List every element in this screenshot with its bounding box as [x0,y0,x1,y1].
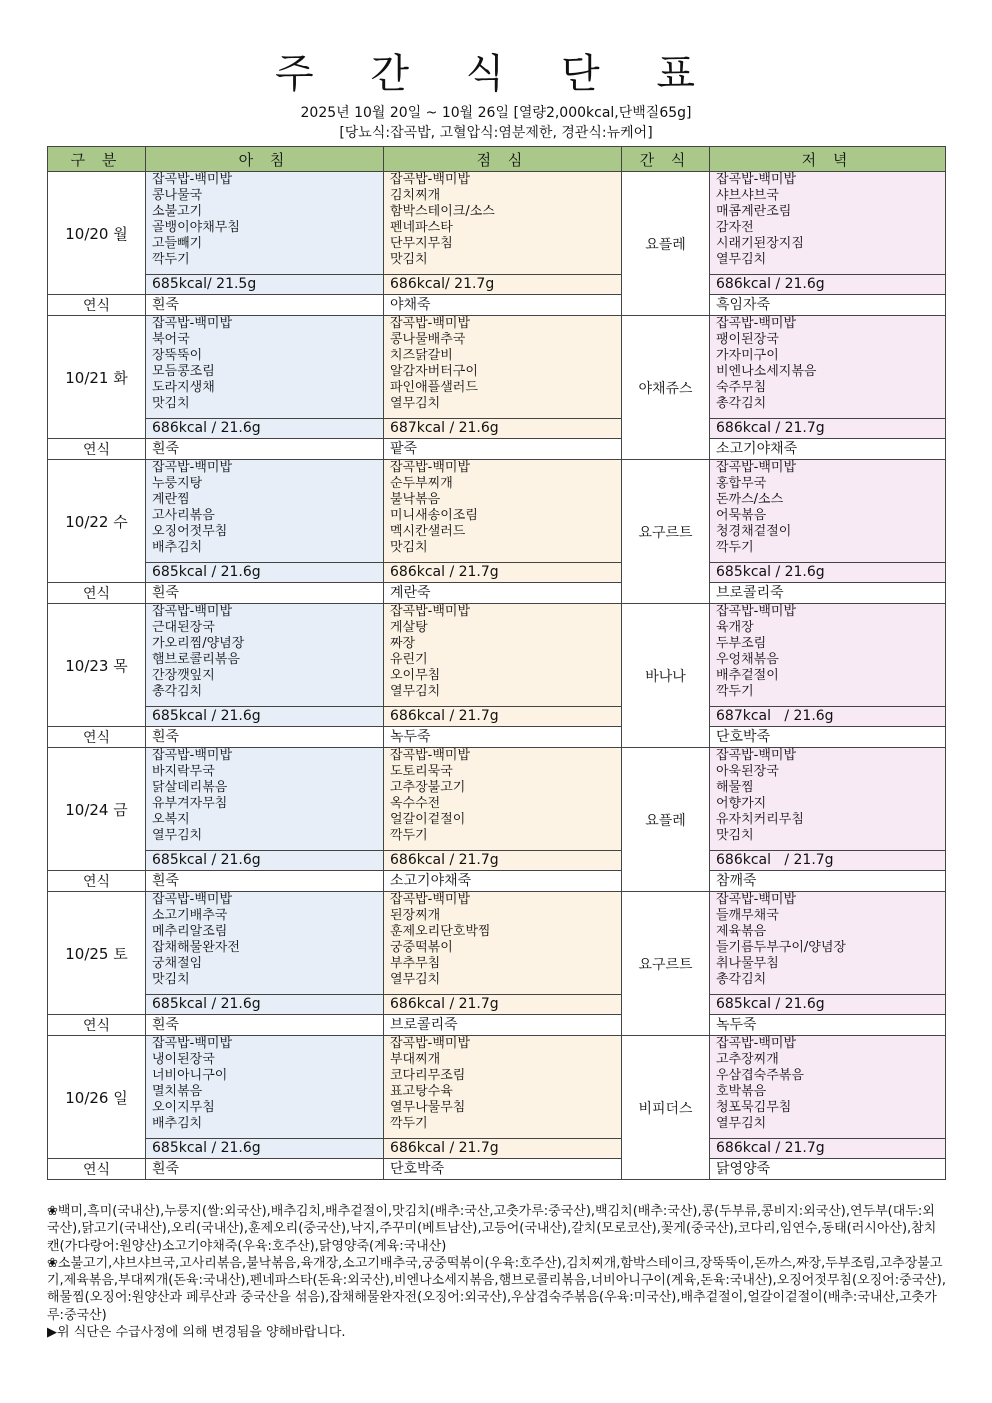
menu-item: 함박스테이크/소스 [390,203,495,219]
menu-item: 잡곡밥-백미밥 [390,172,471,187]
breakfast-items [146,172,384,275]
menu-item: 오이무침 [390,667,441,683]
breakfast-porridge: 흰죽 [146,295,384,316]
menu-item: 단무지무침 [390,235,453,251]
menu-item: 어향가지 [716,795,767,811]
dinner-kcal: 686kcal / 21.6g [710,275,946,295]
breakfast-items [146,1036,384,1139]
menu-item: 오징어젓무침 [152,523,228,539]
menu-item: 청경채겉절이 [716,523,792,539]
porridge-label: 연식 [48,871,146,892]
menu-item: 김치찌개 [390,187,441,203]
menu-item: 고추장불고기 [390,779,466,795]
porridge-label: 연식 [48,583,146,604]
diet-note: [당뇨식:잡곡밥, 고혈압식:염분제한, 경관식:뉴케어] [339,125,653,141]
menu-item: 깍두기 [390,1115,428,1131]
day-kcal-row [48,851,946,871]
menu-item: 멸치볶음 [152,1083,203,1099]
menu-item: 열무김치 [152,827,203,843]
menu-item: 궁채절임 [152,955,203,971]
menu-item: 된장찌개 [390,907,441,923]
lunch-kcal: 686kcal/ 21.7g [384,275,622,295]
menu-item: 고사리볶음 [152,507,215,523]
menu-item: 맛김치 [152,395,190,411]
menu-item: 유자치커리무침 [716,811,804,827]
menu-item: 고추장찌개 [716,1051,779,1067]
lunch-kcal: 686kcal / 21.7g [384,995,622,1015]
menu-item: 들기름두부구이/양념장 [716,939,846,955]
menu-item: 들깨무채국 [716,907,779,923]
dinner-kcal: 686kcal / 21.7g [710,1139,946,1159]
menu-item: 샤브샤브국 [716,187,779,203]
menu-item: 우삼겹숙주볶음 [716,1067,804,1083]
menu-item: 호박볶음 [716,1083,767,1099]
menu-item: 잡곡밥-백미밥 [390,892,471,907]
header-lunch: 점 심 [384,147,622,172]
day-menu-row [48,172,946,275]
dinner-kcal: 686kcal / 21.7g [710,851,946,871]
menu-item: 잡곡밥-백미밥 [716,316,797,331]
menu-item: 멕시칸샐러드 [390,523,466,539]
lunch-porridge: 팥죽 [384,439,622,460]
menu-item: 근대된장국 [152,619,215,635]
breakfast-porridge: 흰죽 [146,439,384,460]
porridge-row [48,583,946,604]
menu-item: 잡곡밥-백미밥 [390,460,471,475]
breakfast-kcal: 685kcal / 21.6g [146,707,384,727]
menu-item: 잡곡밥-백미밥 [152,604,233,619]
menu-item: 깍두기 [716,539,754,555]
porridge-row [48,727,946,748]
porridge-row [48,439,946,460]
dinner-porridge: 흑임자죽 [710,295,946,316]
menu-body [48,172,946,1180]
page-title: 주 간 식 단 표 [274,51,718,97]
porridge-label: 연식 [48,295,146,316]
menu-item: 맛김치 [390,539,428,555]
menu-item: 숙주무침 [716,379,767,395]
menu-item: 간장깻잎지 [152,667,215,683]
breakfast-kcal: 685kcal / 21.6g [146,1139,384,1159]
menu-item: 골뱅이야채무침 [152,219,240,235]
day-label: 10/25 토 [48,892,146,1015]
day-kcal-row [48,995,946,1015]
menu-item: 부추무침 [390,955,441,971]
menu-item: 맛김치 [152,971,190,987]
header-dinner: 저 녁 [710,147,946,172]
menu-item: 북어국 [152,331,190,347]
snack-item: 요구르트 [622,460,710,604]
menu-item: 바지락무국 [152,763,215,779]
dinner-items [710,604,946,707]
menu-item: 취나물무침 [716,955,779,971]
menu-item: 배추김치 [152,1115,203,1131]
porridge-label: 연식 [48,439,146,460]
dinner-kcal: 687kcal / 21.6g [710,707,946,727]
menu-item: 잡곡밥-백미밥 [152,316,233,331]
menu-item: 게살탕 [390,619,428,635]
menu-item: 짜장 [390,635,416,651]
menu-item: 펜네파스타 [390,219,453,235]
dinner-porridge: 브로콜리죽 [710,583,946,604]
header-snack: 간 식 [622,147,710,172]
menu-item: 우엉채볶음 [716,651,779,667]
lunch-items [384,172,622,275]
dinner-items [710,1036,946,1139]
origin-note-1: ❀백미,흑미(국내산),누룽지(쌀:외국산),배추김치,배추겉절이,맛김치(배추:국산,고춧가루:중국산),백김치(배추:국산),콩(두부류,콩비지:외국산),연두부(대두:외국산),닭고기(국내산),오리(국내산),훈제오리(중국산),낙지,주꾸미(베트남산),고등어(국내산),갈치(모로코산),꽃게(중국산),코다리,임연수,동태(러시아산),참치캔(가다랑어:원양산)소고기야채죽(우육:호주산),닭영양죽(계육:국내산) [47,1204,937,1254]
dinner-kcal: 686kcal / 21.7g [710,419,946,439]
breakfast-kcal: 685kcal / 21.6g [146,851,384,871]
breakfast-items [146,604,384,707]
breakfast-porridge: 흰죽 [146,1159,384,1180]
menu-item: 잡곡밥-백미밥 [152,1036,233,1051]
menu-item: 궁중떡볶이 [390,939,453,955]
change-notice: ▶위 식단은 수급사정에 의해 변경됨을 양해바랍니다. [47,1325,346,1341]
day-label: 10/21 화 [48,316,146,439]
menu-item: 너비아니구이 [152,1067,228,1083]
day-label: 10/23 목 [48,604,146,727]
dinner-items [710,316,946,419]
menu-item: 닭살데리볶음 [152,779,228,795]
day-label: 10/24 금 [48,748,146,871]
lunch-porridge: 녹두죽 [384,727,622,748]
lunch-kcal: 686kcal / 21.7g [384,707,622,727]
menu-item: 제육볶음 [716,923,767,939]
day-kcal-row [48,275,946,295]
menu-item: 맛김치 [716,827,754,843]
breakfast-items [146,316,384,419]
menu-item: 옥수수전 [390,795,441,811]
snack-item: 야채쥬스 [622,316,710,460]
menu-item: 잡곡밥-백미밥 [716,460,797,475]
dinner-items [710,892,946,995]
menu-item: 잡채해물완자전 [152,939,240,955]
menu-item: 잡곡밥-백미밥 [390,604,471,619]
breakfast-porridge: 흰죽 [146,727,384,748]
menu-item: 오이지무침 [152,1099,215,1115]
menu-item: 팽이된장국 [716,331,779,347]
menu-item: 잡곡밥-백미밥 [716,748,797,763]
menu-item: 도라지생채 [152,379,215,395]
menu-item: 냉이된장국 [152,1051,215,1067]
day-kcal-row [48,563,946,583]
menu-item: 잡곡밥-백미밥 [716,892,797,907]
snack-item: 비피더스 [622,1036,710,1180]
snack-item: 바나나 [622,604,710,748]
header-row [48,147,946,172]
porridge-row [48,1159,946,1180]
menu-item: 미니새송이조림 [390,507,478,523]
menu-item: 순두부찌개 [390,475,453,491]
lunch-kcal: 686kcal / 21.7g [384,1139,622,1159]
dinner-kcal: 685kcal / 21.6g [710,995,946,1015]
menu-item: 깍두기 [390,827,428,843]
header-category: 구 분 [48,147,146,172]
dinner-items [710,748,946,851]
day-kcal-row [48,419,946,439]
menu-item: 잡곡밥-백미밥 [716,172,797,187]
origin-note-2: ❀소불고기,샤브샤브국,고사리볶음,불낙볶음,육개장,소고기배추국,궁중떡볶이(우육:호주산),김치찌개,함박스테이크,장뚝뚝이,돈까스,짜장,두부조림,고추장불고기,제육볶음,부대찌개(돈육:국내산),펜네파스타(돈육:외국산),비엔나소세지볶음,햄브로콜리볶음,너비아니구이(계육,돈육:국내산),오징어젓무침(오징어:중국산),해물찜(오징어:원양산과 페루산과 중국산을 섞음),잡채해물완자전(오징어:외국산),우삼겹숙주볶음(우육:미국산),배추겉절이,얼갈이겉절이(배추:국내산,고춧가루:중국산) [47,1255,946,1323]
menu-item: 도토리묵국 [390,763,453,779]
menu-item: 열무김치 [716,1115,767,1131]
menu-item: 열무김치 [716,251,767,267]
menu-item: 잡곡밥-백미밥 [716,604,797,619]
menu-item: 아욱된장국 [716,763,779,779]
lunch-porridge: 계란죽 [384,583,622,604]
menu-item: 계란찜 [152,491,190,507]
menu-item: 콩나물국 [152,187,203,203]
dinner-porridge: 닭영양죽 [710,1159,946,1180]
menu-item: 해물찜 [716,779,754,795]
dinner-porridge: 녹두죽 [710,1015,946,1036]
porridge-row [48,1015,946,1036]
menu-item: 매콤계란조림 [716,203,792,219]
day-menu-row [48,316,946,419]
lunch-items [384,316,622,419]
menu-item: 가오리찜/양념장 [152,635,245,651]
menu-item: 불낙볶음 [390,491,441,507]
day-kcal-row [48,707,946,727]
menu-item: 총각김치 [716,971,767,987]
dinner-items [710,460,946,563]
lunch-items [384,892,622,995]
menu-item: 시래기된장지짐 [716,235,804,251]
day-menu-row [48,892,946,995]
breakfast-items [146,460,384,563]
snack-item: 요플레 [622,748,710,892]
porridge-row [48,295,946,316]
menu-item: 잡곡밥-백미밥 [152,892,233,907]
header-breakfast: 아 침 [146,147,384,172]
lunch-porridge: 단호박죽 [384,1159,622,1180]
menu-item: 감자전 [716,219,754,235]
menu-item: 배추김치 [152,539,203,555]
lunch-porridge: 야채죽 [384,295,622,316]
weekly-menu-table [47,146,946,1180]
menu-item: 어묵볶음 [716,507,767,523]
menu-item: 잡곡밥-백미밥 [390,748,471,763]
breakfast-items [146,892,384,995]
menu-item: 열무김치 [390,395,441,411]
day-label: 10/20 월 [48,172,146,295]
day-menu-row [48,460,946,563]
menu-item: 알감자버터구이 [390,363,478,379]
lunch-items [384,460,622,563]
dinner-items [710,172,946,275]
menu-item: 배추겉절이 [716,667,779,683]
menu-item: 잡곡밥-백미밥 [152,172,233,187]
menu-item: 햄브로콜리볶음 [152,651,240,667]
snack-item: 요구르트 [622,892,710,1036]
porridge-label: 연식 [48,727,146,748]
porridge-label: 연식 [48,1159,146,1180]
menu-item: 훈제오리단호박찜 [390,923,491,939]
menu-item: 모듬콩조림 [152,363,215,379]
menu-item: 맛김치 [390,251,428,267]
menu-item: 소불고기 [152,203,203,219]
menu-item: 청포묵김무침 [716,1099,792,1115]
menu-item: 가자미구이 [716,347,779,363]
menu-item: 유부겨자무침 [152,795,228,811]
menu-item: 잡곡밥-백미밥 [152,748,233,763]
porridge-label: 연식 [48,1015,146,1036]
breakfast-items [146,748,384,851]
lunch-kcal: 686kcal / 21.7g [384,851,622,871]
menu-item: 육개장 [716,619,754,635]
menu-item: 파인애플샐러드 [390,379,478,395]
breakfast-kcal: 686kcal / 21.6g [146,419,384,439]
menu-item: 표고탕수육 [390,1083,453,1099]
breakfast-porridge: 흰죽 [146,871,384,892]
menu-item: 오복지 [152,811,190,827]
menu-item: 두부조림 [716,635,767,651]
menu-item: 열무나물무침 [390,1099,466,1115]
menu-item: 메추리알조림 [152,923,228,939]
snack-item: 요플레 [622,172,710,316]
menu-item: 얼갈이겉절이 [390,811,466,827]
lunch-porridge: 브로콜리죽 [384,1015,622,1036]
menu-item: 잡곡밥-백미밥 [152,460,233,475]
breakfast-kcal: 685kcal / 21.6g [146,995,384,1015]
menu-item: 열무김치 [390,683,441,699]
lunch-kcal: 687kcal / 21.6g [384,419,622,439]
menu-item: 열무김치 [390,971,441,987]
menu-item: 비엔나소세지볶음 [716,363,817,379]
breakfast-kcal: 685kcal / 21.6g [146,563,384,583]
menu-item: 총각김치 [152,683,203,699]
lunch-items [384,604,622,707]
menu-item: 부대찌개 [390,1051,441,1067]
origin-notes [47,1203,947,1341]
menu-item: 잡곡밥-백미밥 [390,316,471,331]
menu-item: 콩나물배추국 [390,331,466,347]
breakfast-porridge: 흰죽 [146,583,384,604]
menu-item: 누룽지탕 [152,475,203,491]
menu-item: 소고기배추국 [152,907,228,923]
menu-item: 치즈닭갈비 [390,347,453,363]
day-label: 10/22 수 [48,460,146,583]
date-range-subtitle: 2025년 10월 20일 ~ 10월 26일 [열량2,000kcal,단백질65g] [300,105,692,121]
lunch-kcal: 686kcal / 21.7g [384,563,622,583]
menu-item: 유린기 [390,651,428,667]
breakfast-porridge: 흰죽 [146,1015,384,1036]
dinner-porridge: 단호박죽 [710,727,946,748]
menu-item: 총각김치 [716,395,767,411]
menu-item: 고들빼기 [152,235,203,251]
menu-item: 홍합무국 [716,475,767,491]
menu-item: 깍두기 [716,683,754,699]
day-kcal-row [48,1139,946,1159]
menu-item: 잡곡밥-백미밥 [390,1036,471,1051]
menu-item: 깍두기 [152,251,190,267]
day-menu-row [48,1036,946,1139]
lunch-items [384,1036,622,1139]
menu-item: 잡곡밥-백미밥 [716,1036,797,1051]
dinner-kcal: 685kcal / 21.6g [710,563,946,583]
menu-item: 장뚝뚝이 [152,347,203,363]
menu-item: 코다리무조림 [390,1067,466,1083]
lunch-items [384,748,622,851]
dinner-porridge: 소고기야채죽 [710,439,946,460]
breakfast-kcal: 685kcal/ 21.5g [146,275,384,295]
day-menu-row [48,748,946,851]
day-menu-row [48,604,946,707]
menu-item: 돈까스/소스 [716,491,784,507]
porridge-row [48,871,946,892]
dinner-porridge: 참깨죽 [710,871,946,892]
lunch-porridge: 소고기야채죽 [384,871,622,892]
day-label: 10/26 일 [48,1036,146,1159]
